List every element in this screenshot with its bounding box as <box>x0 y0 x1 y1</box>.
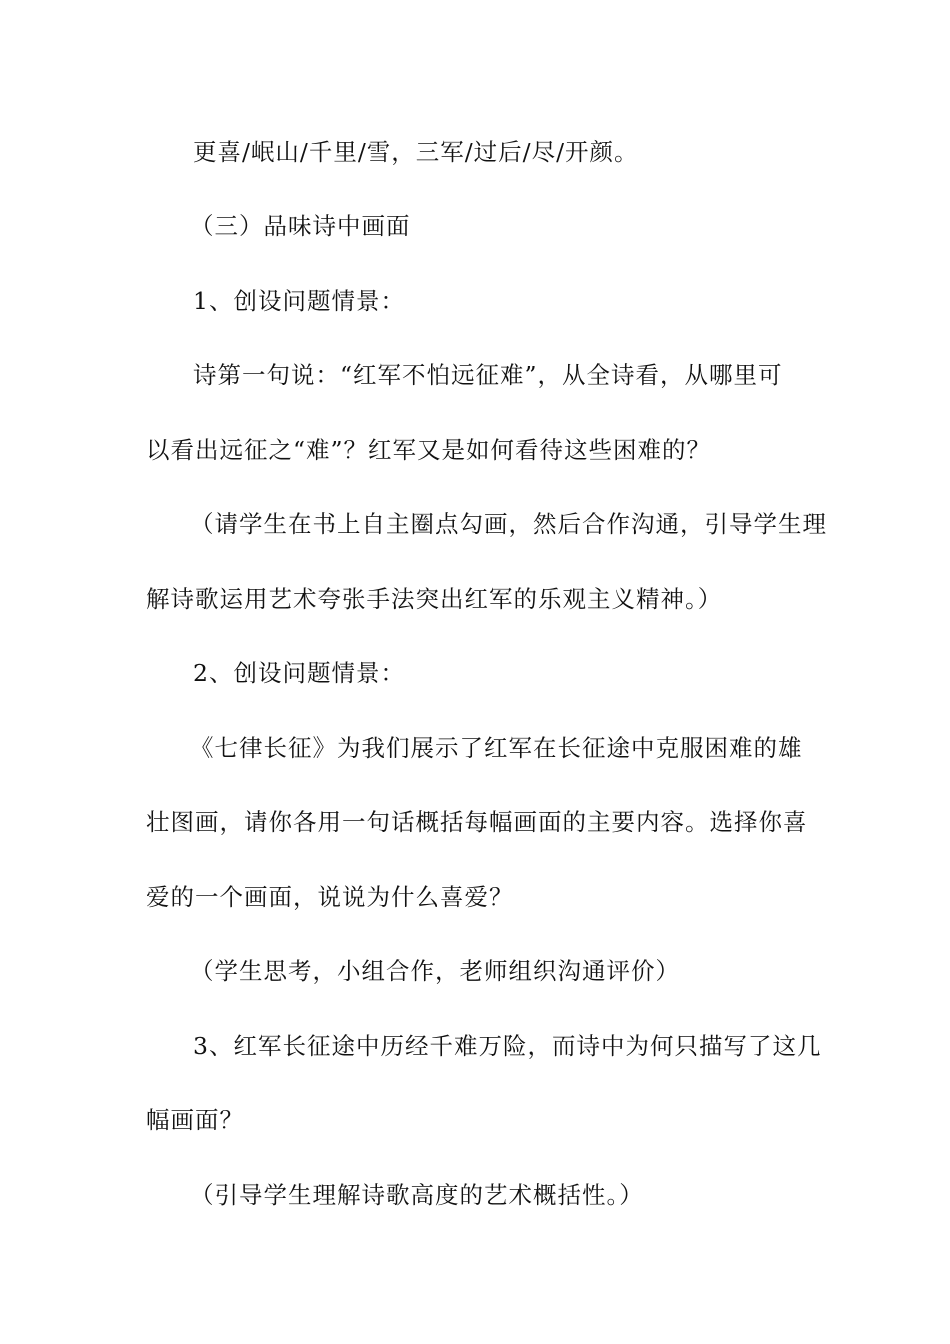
paragraph-line: 《七律长征》为我们展示了红军在长征途中克服困难的雄 <box>190 734 803 762</box>
section-heading: （三）品味诗中画面 <box>190 212 411 240</box>
item-heading-2: 2、创设问题情景： <box>193 659 405 687</box>
paragraph-line: 幅画面？ <box>146 1106 244 1134</box>
paragraph-line: （引导学生理解诗歌高度的艺术概括性。） <box>190 1181 644 1209</box>
paragraph-line: 以看出远征之“难”？红军又是如何看待这些困难的？ <box>146 436 712 464</box>
paragraph-line: 解诗歌运用艺术夸张手法突出红军的乐观主义精神。） <box>146 585 723 613</box>
paragraph-line: （请学生在书上自主圈点勾画，然后合作沟通，引导学生理 <box>190 510 827 538</box>
paragraph-line: 诗第一句说：“红军不怕远征难”，从全诗看，从哪里可 <box>193 361 783 389</box>
poem-line: 更喜/岷山/千里/雪，三军/过后/尽/开颜。 <box>193 138 639 166</box>
item-heading-3: 3、红军长征途中历经千难万险，而诗中为何只描写了这几 <box>193 1032 822 1060</box>
paragraph-line: 壮图画，请你各用一句话概括每幅画面的主要内容。选择你喜 <box>146 808 808 836</box>
item-heading-1: 1、创设问题情景： <box>193 287 405 315</box>
paragraph-line: （学生思考，小组合作，老师组织沟通评价） <box>190 957 680 985</box>
paragraph-line: 爱的一个画面，说说为什么喜爱？ <box>146 883 514 911</box>
